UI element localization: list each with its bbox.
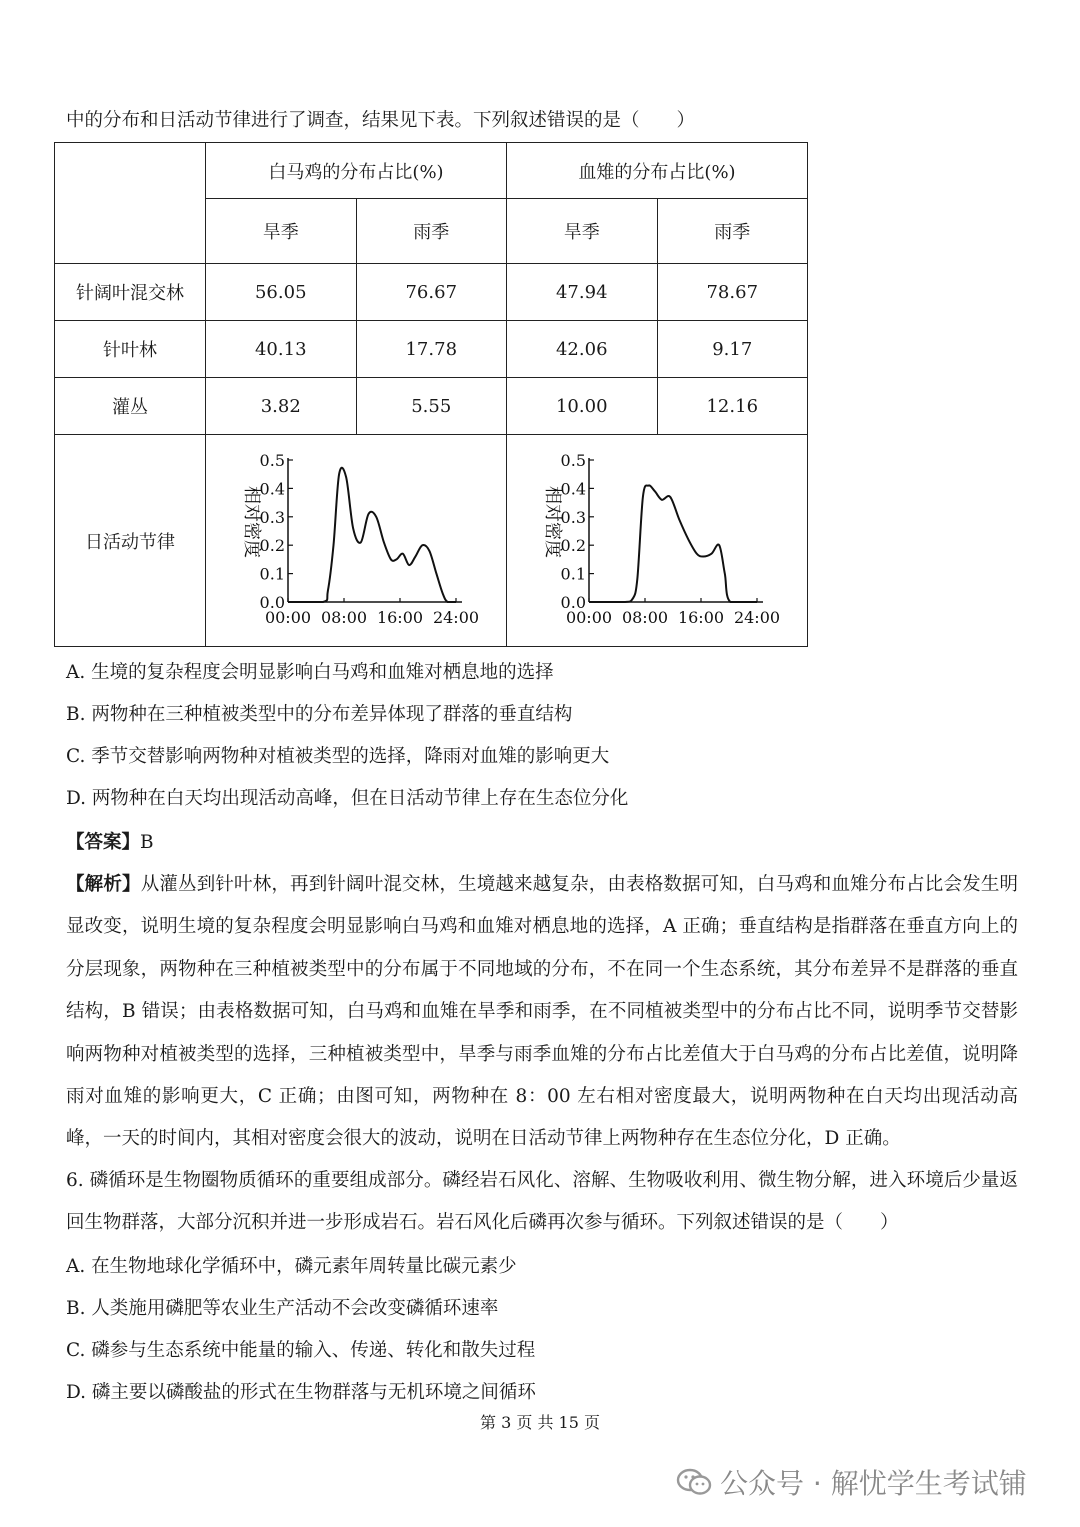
x-tick-label: 00:00 bbox=[264, 607, 312, 627]
x-tick-label: 00:00 bbox=[565, 607, 613, 627]
page-footer: 第 3 页 共 15 页 bbox=[480, 1413, 600, 1432]
analysis-label: 【解析】 bbox=[66, 874, 141, 895]
option-c: C. 季节交替影响两物种对植被类型的选择，降雨对血雉的影响更大 bbox=[66, 746, 610, 767]
wechat-icon bbox=[676, 1467, 712, 1497]
group-header-white-eared-pheasant: 白马鸡的分布占比(%) bbox=[206, 143, 507, 199]
table-cell: 17.78 bbox=[356, 321, 507, 378]
table-cell: 76.67 bbox=[356, 264, 507, 321]
answer-line bbox=[66, 830, 154, 856]
survey-table bbox=[54, 142, 808, 647]
table-row bbox=[55, 378, 808, 435]
x-tick-label: 08:00 bbox=[320, 607, 368, 627]
x-tick-label: 24:00 bbox=[733, 607, 781, 627]
y-tick-label: 0.3 bbox=[560, 507, 586, 527]
y-tick-label: 0.4 bbox=[560, 478, 586, 498]
answer-value: B bbox=[140, 832, 154, 853]
table-cell: 5.55 bbox=[356, 378, 507, 435]
q6-option-b: B. 人类施用磷肥等农业生产活动不会改变磷循环速率 bbox=[66, 1298, 499, 1319]
row-label: 针阔叶混交林 bbox=[55, 264, 206, 321]
table-cell: 10.00 bbox=[507, 378, 658, 435]
season-header: 雨季 bbox=[356, 199, 507, 264]
x-tick-label: 16:00 bbox=[677, 607, 725, 627]
table-row bbox=[55, 321, 808, 378]
activity-chart-blood-pheasant bbox=[507, 436, 807, 646]
option-d: D. 两物种在白天均出现活动高峰，但在日活动节律上存在生态位分化 bbox=[66, 788, 629, 809]
y-tick-label: 0.1 bbox=[259, 564, 285, 584]
y-tick-label: 0.2 bbox=[560, 535, 586, 555]
activity-chart-white-eared-pheasant bbox=[206, 436, 506, 646]
table-row bbox=[55, 264, 808, 321]
row-label: 灌丛 bbox=[55, 378, 206, 435]
q6-option-c: C. 磷参与生态系统中能量的输入、传递、转化和散失过程 bbox=[66, 1340, 536, 1361]
table-row-activity bbox=[55, 435, 808, 647]
y-tick-label: 0.0 bbox=[560, 592, 586, 612]
table-cell: 42.06 bbox=[507, 321, 658, 378]
y-tick-label: 0.1 bbox=[560, 564, 586, 584]
row-label: 针叶林 bbox=[55, 321, 206, 378]
watermark bbox=[676, 1462, 1027, 1502]
question-intro: 中的分布和日活动节律进行了调查，结果见下表。下列叙述错误的是（ ） bbox=[66, 110, 696, 131]
table-cell: 40.13 bbox=[206, 321, 357, 378]
table-cell: 12.16 bbox=[657, 378, 808, 435]
table-cell: 3.82 bbox=[206, 378, 357, 435]
chart-cell-blood-pheasant bbox=[507, 435, 808, 647]
activity-series-line bbox=[288, 467, 456, 601]
group-header-blood-pheasant: 血雉的分布占比(%) bbox=[507, 143, 808, 199]
activity-series-line bbox=[589, 485, 757, 602]
option-b: B. 两物种在三种植被类型中的分布差异体现了群落的垂直结构 bbox=[66, 704, 573, 725]
chart-cell-white-eared-pheasant bbox=[206, 435, 507, 647]
table-corner-cell bbox=[55, 143, 206, 264]
season-header: 旱季 bbox=[507, 199, 658, 264]
season-header: 旱季 bbox=[206, 199, 357, 264]
y-tick-label: 0.5 bbox=[259, 450, 285, 470]
y-tick-label: 0.2 bbox=[259, 535, 285, 555]
table-cell: 47.94 bbox=[507, 264, 658, 321]
row-label: 日活动节律 bbox=[55, 435, 206, 647]
y-tick-label: 0.5 bbox=[560, 450, 586, 470]
question-6-stem: 6. 磷循环是生物圈物质循环的重要组成部分。磷经岩石风化、溶解、生物吸收利用、微生物分解，进入环境后少量返回生物群落，大部分沉积并进一步形成岩石。岩石风化后磷再次参与循环。下列叙述错误的是（ ） bbox=[66, 1170, 1018, 1234]
x-tick-label: 24:00 bbox=[432, 607, 480, 627]
analysis-text: 从灌丛到针叶林，再到针阔叶混交林，生境越来越复杂，由表格数据可知，白马鸡和血雉分布占比会发生明显改变，说明生境的复杂程度会明显影响白马鸡和血雉对栖息地的选择，A 正确；垂直结构是指群落在垂直方向上的分层现象，两物种在三种植被类型中的分布属于不同地域的分布，不在同一个生态系统，其分布差异不是群落的垂直结构，B 错误；由表格数据可知，白马鸡和血雉在旱季和雨季，在不同植被类型中的分布占比不同，说明季节交替影响两物种对植被类型的选择，三种植被类型中，旱季与雨季血雉的分布占比差值大于白马鸡的分布占比差值，说明降雨对血雉的影响更大，C 正确；由图可知，两物种在 8：00 左右相对密度最大，说明两物种在白天均出现活动高峰，一天的时间内，其相对密度会很大的波动，说明在日活动节律上两物种存在生态位分化，D 正确。 bbox=[66, 874, 1018, 1150]
table-cell: 56.05 bbox=[206, 264, 357, 321]
table-cell: 9.17 bbox=[657, 321, 808, 378]
y-tick-label: 0.4 bbox=[259, 478, 285, 498]
y-tick-label: 0.0 bbox=[259, 592, 285, 612]
q6-option-d: D. 磷主要以磷酸盐的形式在生物群落与无机环境之间循环 bbox=[66, 1382, 536, 1403]
y-tick-label: 0.3 bbox=[259, 507, 285, 527]
option-a: A. 生境的复杂程度会明显影响白马鸡和血雉对栖息地的选择 bbox=[66, 662, 554, 683]
analysis-paragraph bbox=[66, 864, 1018, 1161]
y-axis-label: 相对密度 bbox=[241, 485, 262, 558]
q6-option-a: A. 在生物地球化学循环中，磷元素年周转量比碳元素少 bbox=[66, 1256, 517, 1277]
x-tick-label: 16:00 bbox=[376, 607, 424, 627]
y-axis-label: 相对密度 bbox=[542, 485, 563, 558]
x-tick-label: 08:00 bbox=[621, 607, 669, 627]
answer-label: 【答案】 bbox=[66, 832, 141, 853]
watermark-text: 公众号 · 解忧学生考试铺 bbox=[720, 1467, 1027, 1500]
table-cell: 78.67 bbox=[657, 264, 808, 321]
season-header: 雨季 bbox=[657, 199, 808, 264]
